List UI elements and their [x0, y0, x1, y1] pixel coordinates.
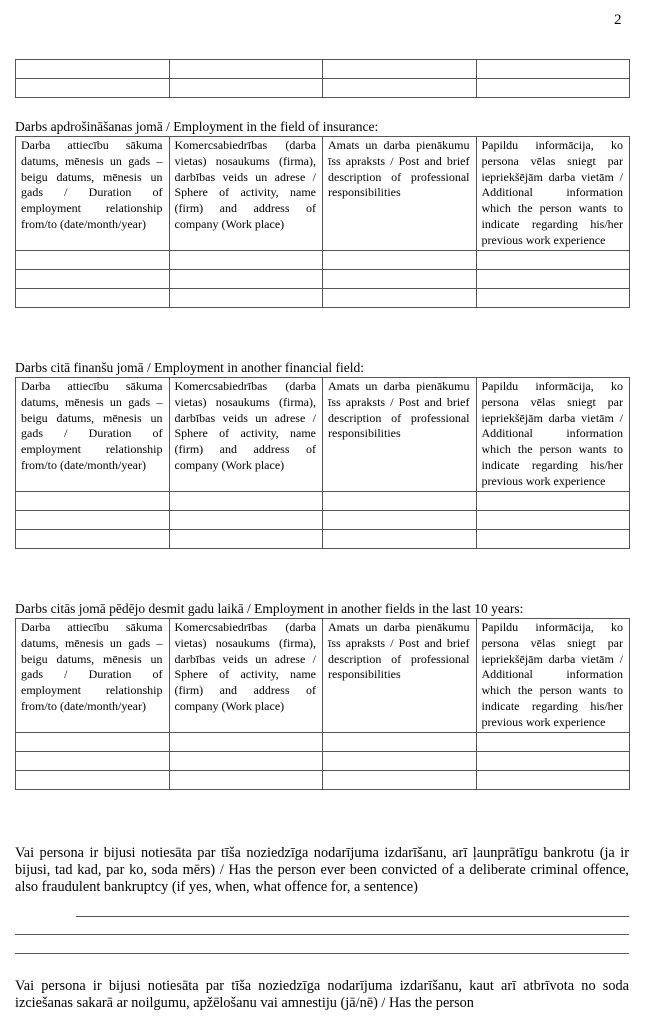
header-post: Amats un darba pienākumu īss apraksts / Post and brief description of professional responsibilities — [323, 619, 477, 733]
financial-employment-table — [15, 377, 630, 549]
table-row — [16, 770, 630, 789]
conviction-question: Vai persona ir bijusi notiesāta par tīša noziedzīga nodarījuma izdarīšanu, arī ļaunprātīgu bankrotu (ja ir bijusi, tad kad, par ko, soda mērs) / Has the person ever been convicted of a deliberate criminal offence, also fraudulent bankruptcy (if yes, when, what offence for, a sentence) — [15, 845, 629, 895]
table-cell[interactable] — [323, 60, 477, 79]
table-cell[interactable] — [169, 732, 323, 751]
table-cell[interactable] — [476, 751, 630, 770]
table-row — [16, 60, 630, 79]
table-cell[interactable] — [169, 60, 323, 79]
table-header-row — [16, 378, 630, 492]
table-cell[interactable] — [16, 79, 170, 98]
table-header-row — [16, 619, 630, 733]
table-row — [16, 510, 630, 529]
table-cell[interactable] — [323, 751, 477, 770]
table-cell[interactable] — [169, 770, 323, 789]
table-row — [16, 732, 630, 751]
table-cell[interactable] — [476, 250, 630, 269]
table-row — [16, 269, 630, 288]
table-cell[interactable] — [476, 269, 630, 288]
table-cell[interactable] — [169, 529, 323, 548]
table-cell[interactable] — [476, 510, 630, 529]
table-cell[interactable] — [169, 79, 323, 98]
table-header-row — [16, 137, 630, 251]
header-additional-info: Papildu informācija, ko persona vēlas sniegt par iepriekšējām darba vietām / Additional information which the person wants to indicate regarding his/her previous work experience — [476, 378, 630, 492]
other-fields-section-heading: Darbs citās jomā pēdējo desmit gadu laikā / Employment in another fields in the last 10 years: — [15, 601, 524, 616]
table-row — [16, 79, 630, 98]
table-row — [16, 491, 630, 510]
header-duration: Darba attiecību sākuma datums, mēnesis un gads – beigu datums, mēnesis un gads / Duration of employment relationship from/to (date/month/year) — [16, 137, 170, 251]
table-cell[interactable] — [476, 529, 630, 548]
table-cell[interactable] — [323, 770, 477, 789]
insurance-section-heading: Darbs apdrošināšanas jomā / Employment in the field of insurance: — [15, 119, 379, 134]
table-cell[interactable] — [323, 79, 477, 98]
table-cell[interactable] — [323, 529, 477, 548]
table-row — [16, 529, 630, 548]
conviction-released-question: Vai persona ir bijusi notiesāta par tīša noziedzīga nodarījuma izdarīšanu, kaut arī atbrīvota no soda izciešanas sakarā ar noilgumu, apžēlošanu vai amnestiju (jā/nē) / Has the person — [15, 978, 629, 1011]
table-cell[interactable] — [169, 491, 323, 510]
table-cell[interactable] — [16, 751, 170, 770]
table-cell[interactable] — [476, 732, 630, 751]
table-cell[interactable] — [16, 250, 170, 269]
table-cell[interactable] — [169, 751, 323, 770]
table-cell[interactable] — [476, 770, 630, 789]
table-cell[interactable] — [323, 250, 477, 269]
header-additional-info: Papildu informācija, ko persona vēlas sniegt par iepriekšējām darba vietām / Additional information which the person wants to indicate regarding his/her previous work experience — [476, 619, 630, 733]
table-cell[interactable] — [476, 491, 630, 510]
answer-line[interactable] — [15, 934, 629, 935]
table-cell[interactable] — [169, 269, 323, 288]
table-cell[interactable] — [16, 510, 170, 529]
table-row — [16, 250, 630, 269]
header-company: Komercsabiedrības (darba vietas) nosaukums (firma), darbības veids un adrese / Sphere of activity, name (firm) and address of company (Work place) — [169, 137, 323, 251]
header-duration: Darba attiecību sākuma datums, mēnesis un gads – beigu datums, mēnesis un gads / Duration of employment relationship from/to (date/month/year) — [16, 378, 170, 492]
table-row — [16, 751, 630, 770]
table-cell[interactable] — [169, 250, 323, 269]
header-company: Komercsabiedrības (darba vietas) nosaukums (firma), darbības veids un adrese / Sphere of activity, name (firm) and address of company (Work place) — [169, 619, 323, 733]
table-cell[interactable] — [323, 269, 477, 288]
table-cell[interactable] — [16, 732, 170, 751]
table-cell[interactable] — [16, 60, 170, 79]
table-cell[interactable] — [169, 510, 323, 529]
header-post: Amats un darba pienākumu īss apraksts / Post and brief description of professional responsibilities — [323, 378, 477, 492]
insurance-employment-table — [15, 136, 630, 308]
answer-line[interactable] — [15, 953, 629, 954]
table-cell[interactable] — [16, 491, 170, 510]
answer-line[interactable] — [76, 916, 629, 917]
page-number: 2 — [614, 12, 622, 28]
table-row — [16, 288, 630, 307]
financial-section-heading: Darbs citā finanšu jomā / Employment in another financial field: — [15, 360, 365, 375]
header-company: Komercsabiedrības (darba vietas) nosaukums (firma), darbības veids un adrese / Sphere of activity, name (firm) and address of company (Work place) — [169, 378, 323, 492]
table-cell[interactable] — [16, 269, 170, 288]
table-cell[interactable] — [323, 491, 477, 510]
header-post: Amats un darba pienākumu īss apraksts / Post and brief description of professional responsibilities — [323, 137, 477, 251]
table-cell[interactable] — [323, 732, 477, 751]
table-cell[interactable] — [16, 529, 170, 548]
table-cell[interactable] — [323, 288, 477, 307]
header-duration: Darba attiecību sākuma datums, mēnesis un gads – beigu datums, mēnesis un gads / Duration of employment relationship from/to (date/month/year) — [16, 619, 170, 733]
table-cell[interactable] — [16, 288, 170, 307]
table-cell[interactable] — [323, 510, 477, 529]
other-fields-employment-table — [15, 618, 630, 790]
header-additional-info: Papildu informācija, ko persona vēlas sniegt par iepriekšējām darba vietām / Additional information which the person wants to indicate regarding his/her previous work experience — [476, 137, 630, 251]
table-cell[interactable] — [476, 79, 630, 98]
table-cell[interactable] — [476, 60, 630, 79]
table-cell[interactable] — [16, 770, 170, 789]
table-cell[interactable] — [169, 288, 323, 307]
table-cell[interactable] — [476, 288, 630, 307]
previous-table-continuation — [15, 59, 630, 98]
